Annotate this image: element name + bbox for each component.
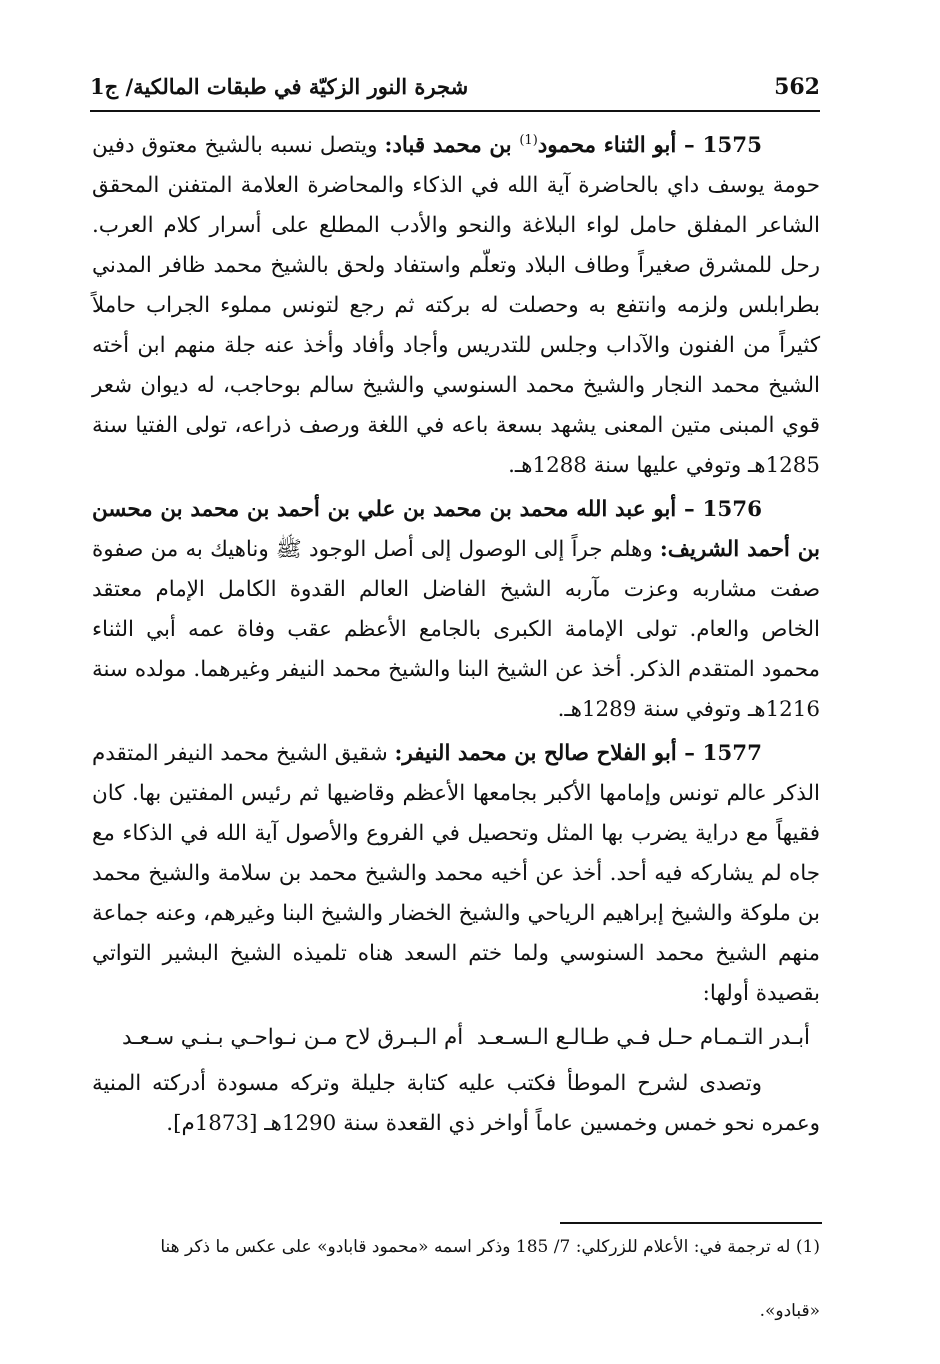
entry-heading: 1575 – أبو الثناء محمود (537, 133, 762, 158)
entry-heading: 1576 – أبو عبد الله محمد بن محمد بن علي بن أحمد بن محمد بن محسن بن أحمد الشريف: (92, 497, 820, 562)
main-text (92, 126, 820, 1148)
entry-heading-rest: بن محمد قباد: (384, 133, 520, 158)
page-header (90, 72, 820, 106)
entry-body: وهلم جراً إلى الوصول إلى أصل الوجود ﷺ وناهيك به من صفوة صفت مشاربه وعزت مآربه الشيخ الفاضل العالم القدوة الكامل الإمام معتقد الخاص والعام. تولى الإمامة الكبرى بالجامع الأعظم عقب وفاة عمه أبي الثناء محمود المتقدم الذكر. أخذ عن الشيخ البنا والشيخ محمد النيفر وغيرهما. مولده سنة 1216هـ وتوفي سنة 1289هـ. (92, 537, 820, 722)
page-number: 562 (774, 74, 820, 100)
entry-1577 (92, 734, 820, 1014)
poem-hemistich-second: أم الـبـرق لاح مـن نـواحـي بـنـي سـعـد (122, 1025, 464, 1050)
footnote-1-continuation: «قبادو». (759, 1301, 820, 1321)
footnotes (92, 1232, 820, 1326)
poem-verse (92, 1018, 820, 1058)
entry-body: ويتصل نسبه بالشيخ معتوق دفين حومة يوسف داي بالحاضرة آية الله في الذكاء والمحاضرة العلامة المتفنن المحقق الشاعر المفلق حامل لواء البلاغة والنحو والأدب المطلع على أسرار كلام العرب. رحل للمشرق صغيراً وطاف البلاد وتعلّم واستفاد ولحق بالشيخ محمد ظافر المدني بطرابلس ولزمه وانتفع به وحصلت له بركته ثم رجع لتونس مملوء الجراب حاملاً كثيراً من الفنون والآداب وجلس للتدريس وأجاد وأفاد وأخذ عنه جلة منهم ابن أخته الشيخ محمد النجار والشيخ محمد السنوسي والشيخ سالم بوحاجب، له ديوان شعر قوي المبنى متين المعنى يشهد بسعة باعه في اللغة ورصف ذراعه، تولى الفتيا سنة 1285هـ وتوفي عليها سنة 1288هـ. (92, 133, 820, 478)
entry-body: شقيق الشيخ محمد النيفر المتقدم الذكر عالم تونس وإمامها الأكبر بجامعها الأعظم وقاضيها ثم رئيس المفتين بها. كان فقيهاً مع دراية يضرب بها المثل وتحصيل في الفروع والأصول آية الله في الذكاء مع جاه لم يشاركه فيه أحد. أخذ عن أخيه محمد والشيخ محمد بن سلامة والشيخ محمد بن ملوكة والشيخ إبراهيم الرياحي والشيخ الخضار والشيخ البنا وغيرهم، وعنه جماعة منهم الشيخ محمد السنوسي ولما ختم السعد هناه تلميذه الشيخ البشير التواتي بقصيدة أولها: (92, 741, 820, 1006)
running-title: شجرة النور الزكيّة في طبقات المالكية/ ج1 (90, 74, 469, 99)
closing-paragraph: وتصدى لشرح الموطأ فكتب عليه كتابة جليلة وتركه مسودة أدركته المنية وعمره نحو خمس وخمسين عاماً أواخر ذي القعدة سنة 1290هـ [1873م]. (92, 1071, 820, 1136)
footnote-1: (1) له ترجمة في: الأعلام للزركلي: 7/ 185 وذكر اسمه «محمود قابادو» على عكس ما ذكر هنا (160, 1237, 820, 1257)
entry-1576 (92, 490, 820, 730)
footnote-marker: (1) (519, 132, 538, 148)
entry-1575 (92, 126, 820, 486)
footnote-rule (560, 1222, 822, 1224)
entry-heading: 1577 – أبو الفلاح صالح بن محمد النيفر: (394, 741, 762, 766)
poem-hemistich-first: أبـدر التـمـام حـل فـي طـالـع الـسـعـد (476, 1025, 810, 1050)
header-rule (90, 110, 820, 112)
